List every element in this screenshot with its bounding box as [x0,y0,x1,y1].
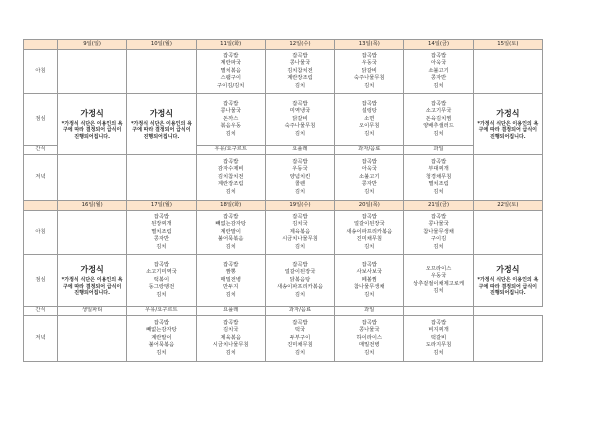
menu-item: 양배추샐러드 [423,123,454,130]
menu-item: 김치 [156,243,167,250]
menu-cell [196,50,265,94]
menu-item: 잡곡밥 [430,52,447,59]
menu-cell [127,255,196,307]
week-header-row [24,40,543,50]
menu-item: 김치 [225,291,236,298]
menu-item: 짬뽕 [225,269,236,276]
menu-cell: 우유/요구르트 [196,146,265,155]
home-meal-cell [473,255,542,307]
menu-item: 떡갈비 [430,334,447,341]
meal-row-dinner [24,316,543,362]
menu-cell [404,316,473,362]
menu-item: 우동국 [292,166,308,173]
menu-item: 김치 [364,243,375,250]
menu-item: 잡곡밥 [292,158,308,165]
menu-item: 떼볼찜 [361,276,377,283]
menu-cell [404,50,473,94]
menu-item: 콩자반 [430,75,447,82]
menu-cell: 생일파티 [58,307,127,316]
menu-item: 떡볶이 [153,276,170,283]
menu-item: 김치 [364,188,375,195]
home-meal-note: *가정식 식단은 이용인의 욕구에 따라 결정되어 급식이 진행되어집니다. [130,120,192,140]
day-header: 13일(목) [335,40,404,50]
menu-item: 김치 [225,243,236,250]
meal-row-dinner [24,155,543,201]
home-meal-cell [127,94,196,155]
menu-cell [335,316,404,362]
menu-item: 잡곡밥 [430,319,447,326]
day-header: 11일(화) [196,40,265,50]
meal-label-snack: 간식 [24,146,58,155]
header-blank [24,40,58,50]
menu-item: 김치 [364,82,375,89]
empty-cell [127,50,196,94]
menu-cell [335,255,404,307]
menu-item: 김치국 [292,221,308,228]
menu-item: 닭갈비 [361,67,377,74]
menu-item: 상추겉절이채제고로케 [412,280,465,287]
menu-item: 소고기미역국 [146,269,177,276]
menu-cell [404,155,473,201]
home-meal-title: 가정식 [80,108,104,118]
empty-cell [58,50,127,94]
menu-item: 잡곡밥 [223,319,239,326]
menu-cell [265,155,334,201]
menu-item: 참나물무생채 [423,228,454,235]
menu-item: 잡곡밥 [292,100,308,107]
menu-item: 잡곡밥 [361,319,377,326]
menu-item: 숙주나물무침 [353,75,385,82]
menu-item: 잡곡밥 [153,319,170,326]
menu-item: 설렁탕 [361,108,377,115]
menu-cell [127,316,196,362]
home-meal-cell [58,255,127,307]
menu-item: 사보사보국 [356,269,383,276]
home-meal-note: *가정식 식단은 이용인의 욕구에 따라 결정되어 급식이 진행되어집니다. [61,120,123,140]
menu-item: 돈육김치찜 [425,115,452,122]
menu-item: 구이김 [430,236,447,243]
empty-cell [473,155,542,201]
menu-item: 잡곡밥 [361,100,377,107]
menu-item: 잡곡밥 [430,213,447,220]
menu-item: 진미채무침 [287,342,313,349]
menu-item: 김치 [156,349,167,356]
menu-cell [335,50,404,94]
menu-item: 콩나물국 [359,327,380,334]
menu-item: 볶음우동 [220,123,241,130]
menu-item: 시금치나물무침 [212,342,249,349]
meal-label-breakfast: 아침 [24,211,58,255]
empty-cell [58,211,127,255]
menu-item: 김치 [433,188,444,195]
menu-item: 멸치조림 [151,228,172,235]
home-meal-title: 가정식 [496,265,520,275]
menu-item: 제육볶음 [220,334,241,341]
day-header: 22일(토) [473,201,542,211]
menu-cell [335,155,404,201]
menu-cell: 과일 [404,146,473,155]
menu-item: 불어묵볶음 [217,236,244,243]
empty-cell [473,50,542,94]
menu-item: 콩나물국 [289,60,311,67]
day-header: 10일(월) [127,40,196,50]
menu-cell [265,316,334,362]
menu-item: 콩나물국 [428,221,449,228]
menu-item: 잡곡밥 [361,52,377,59]
menu-item: 김치 [225,349,236,356]
menu-item: 잡곡밥 [223,261,239,268]
menu-item: 오이무침 [359,123,380,130]
menu-item: 김치 [225,188,236,195]
menu-item: 불어묵볶음 [148,342,175,349]
menu-item: 얼갈이된장국 [284,269,316,276]
menu-item: 김치 [433,82,444,89]
menu-item: 김치 [433,130,444,137]
menu-item: 잡곡밥 [292,52,308,59]
menu-item: 계란말이 [151,334,172,341]
day-header: 19일(수) [265,201,334,211]
menu-item: 김치 [156,291,167,298]
menu-item: 참나물무생채 [353,284,385,291]
meal-label-dinner: 저녁 [24,155,58,201]
menu-item: 구이김/김치 [217,82,245,89]
menu-item: 잡곡밥 [223,213,239,220]
menu-item: 잡곡밥 [223,100,239,107]
menu-item: 콩자반 [361,181,377,188]
meal-row-breakfast [24,50,543,94]
home-meal-title: 가정식 [496,108,520,118]
menu-item: 김치 [294,349,306,356]
empty-cell [58,155,127,201]
menu-item: 소면 [364,115,375,122]
home-meal-note: *가정식 식단은 이용인의 욕구에 따라 결정되어 급식이 진행되어집니다. [477,277,539,297]
menu-item: 잡곡밥 [153,213,170,220]
menu-cell [265,50,334,94]
menu-cell [265,255,334,307]
menu-item: 김치 [433,349,444,356]
menu-item: 숙주나물무침 [284,123,316,130]
menu-cell [196,155,265,201]
empty-cell [473,211,542,255]
menu-cell [196,94,265,146]
menu-item: 잡곡밥 [223,158,239,165]
menu-cell: 요플레 [265,146,334,155]
menu-cell [335,94,404,146]
menu-cell [196,211,265,255]
menu-item: 아욱국 [361,166,377,173]
menu-item: 계란말이 [220,228,241,235]
menu-item: 김치 [364,291,375,298]
week-header-row [24,201,543,211]
menu-item: 제육볶음 [289,228,311,235]
menu-item: 돈까스 [223,115,239,122]
day-header: 17일(월) [127,201,196,211]
menu-item: 멸치조림 [428,181,449,188]
menu-item: 하이라이스 [356,334,383,341]
menu-item: 아욱국 [430,60,447,67]
menu-item: 잡곡밥 [292,213,308,220]
empty-cell [58,316,127,362]
menu-item: 김치 [294,243,306,250]
meal-row-breakfast [24,211,543,255]
menu-item: 도라지무침 [425,342,452,349]
menu-item: 김치 [225,130,236,137]
meal-label-breakfast: 아침 [24,50,58,94]
menu-item: 우동국 [361,60,377,67]
menu-item: 진미채무침 [356,236,383,243]
menu-item: 소고기무국 [425,108,452,115]
day-header: 12일(수) [265,40,334,50]
menu-item: 닭볶음탕 [289,276,311,283]
menu-item: 김치 [294,188,306,195]
menu-item: 양념치킨 [289,173,311,180]
menu-item: 부대찌개 [428,166,449,173]
meal-row-lunch [24,255,543,307]
menu-item: 청경채무침 [425,173,452,180]
menu-item: 시금치나물무침 [282,236,318,243]
day-header: 14일(금) [404,40,473,50]
menu-item: 콩나물국 [220,108,241,115]
menu-item: 김치 [294,82,306,89]
menu-cell [265,94,334,146]
meal-row-snack [24,307,543,316]
meal-label-snack: 간식 [24,307,58,316]
meal-label-lunch: 점심 [24,94,58,146]
menu-cell [127,211,196,255]
menu-cell [404,255,473,307]
menu-cell [404,94,473,146]
menu-cell [404,211,473,255]
menu-item: 빼없는감자탕 [215,221,247,228]
home-meal-cell [58,94,127,155]
home-meal-cell [473,94,542,155]
menu-item: 김치국 [223,327,239,334]
menu-cell [196,255,265,307]
menu-item: 매밀전병 [359,342,380,349]
menu-item: 김치 [433,287,444,294]
menu-item: 스팸구이 [220,75,241,82]
menu-item: 비지찌개 [428,327,449,334]
menu-item: 만두지 [223,284,239,291]
menu-item: 된장찌개 [151,221,172,228]
menu-item: 새송이파프리카볶음 [346,228,393,235]
menu-item: 콜렌 [294,181,306,188]
home-meal-note: *가정식 식단은 이용인의 욕구에 따라 결정되어 급식이 진행되어집니다. [477,120,539,140]
menu-item: 김치 [294,130,306,137]
menu-item: 잡곡밥 [153,261,170,268]
day-header: 15일(토) [473,40,542,50]
menu-item: 잡곡밥 [361,213,377,220]
menu-item: 콩자반 [153,236,170,243]
menu-item: 미역냉국 [289,108,311,115]
menu-item: 김치참치전 [217,173,244,180]
day-header: 9일(일) [58,40,127,50]
meal-label-lunch: 점심 [24,255,58,307]
day-header: 20일(목) [335,201,404,211]
menu-cell: 우유/요구르트 [127,307,196,316]
header-blank [24,201,58,211]
home-meal-note: *가정식 식단은 이용인의 욕구에 따라 결정되어 급식이 진행되어집니다. [61,277,123,297]
menu-item: 잡곡밥 [361,261,377,268]
menu-item: 두부구이 [289,334,311,341]
meal-row-lunch [24,94,543,146]
menu-cell [335,211,404,255]
menu-cell: 요플레 [196,307,265,316]
home-meal-title: 가정식 [80,265,104,275]
menu-item: 김치 [364,349,375,356]
menu-item: 계란장조림 [217,181,244,188]
menu-cell: 과자/음료 [335,146,404,155]
menu-item: 잡곡밥 [292,261,308,268]
menu-item: 닭갈비 [292,115,308,122]
menu-item: 김치참치전 [287,67,313,74]
menu-item: 잡곡밥 [292,319,308,326]
menu-item: 김치 [433,243,444,250]
menu-item: 소불고기 [428,67,449,74]
weekly-menu-table [23,39,543,362]
menu-cell: 과자/음료 [265,307,334,316]
menu-item: 잡곡밥 [361,158,377,165]
empty-cell [473,316,542,362]
day-header: 18일(화) [196,201,265,211]
menu-item: 매밀전병 [220,276,241,283]
menu-item: 감자수제비 [217,166,244,173]
menu-item: 김치 [364,130,375,137]
menu-cell [265,211,334,255]
menu-item: 김치 [294,291,306,298]
menu-item: 떡국 [294,327,306,334]
menu-item: 소불고기 [359,173,380,180]
menu-item: 얼갈이된장국 [353,221,385,228]
menu-item: 빼없는감자탕 [146,327,177,334]
menu-item: 멸치볶음 [220,67,241,74]
day-header: 21일(금) [404,201,473,211]
menu-item: 계란장조림 [287,75,313,82]
menu-item: 새송이파프리카볶음 [276,284,324,291]
menu-cell [196,316,265,362]
menu-item: 계란파국 [220,60,241,67]
empty-cell [404,307,473,316]
menu-item: 잡곡밥 [223,52,239,59]
day-header: 16일(월) [58,201,127,211]
menu-cell: 과일 [335,307,404,316]
menu-item: 오므라이스 [425,265,452,272]
menu-item: 잡곡밥 [430,100,447,107]
home-meal-title: 가정식 [149,108,174,118]
meal-label-dinner: 저녁 [24,316,58,362]
menu-item: 우동국 [430,273,447,280]
empty-cell [127,155,196,201]
menu-item: 동그랑땡전 [148,284,175,291]
menu-item: 잡곡밥 [430,158,447,165]
